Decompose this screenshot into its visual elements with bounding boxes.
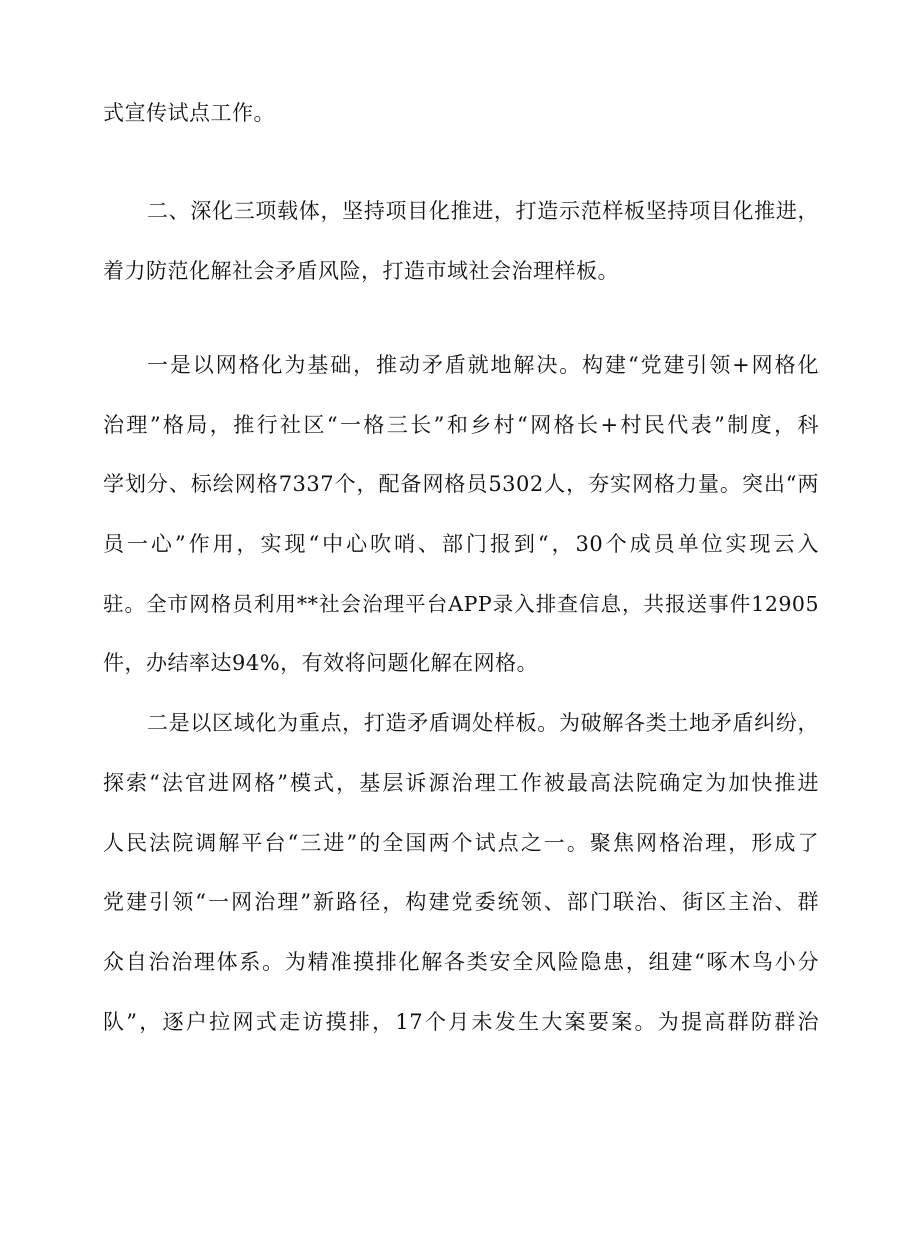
section-heading-line: 着力防范化解社会矛盾风险，打造市域社会治理样板。 [103, 259, 619, 283]
paragraph-line: 学划分、标绘网格7337个，配备网格员5302人，夯实网格力量。突出“两 [103, 472, 819, 496]
paragraph-line: 人民法院调解平台“三进”的全国两个试点之一。聚焦网格治理，形成了 [103, 831, 819, 855]
section-heading-line: 二、深化三项载体，坚持项目化推进，打造示范样板坚持项目化推进， [147, 199, 819, 223]
paragraph-line: 党建引领“一网治理”新路径，构建党委统领、部门联治、街区主治、群 [103, 890, 819, 914]
paragraph-line: 驻。全市网格员利用**社会治理平台APP录入排查信息，共报送事件12905 [103, 592, 819, 616]
paragraph-line: 队”，逐户拉网式走访摸排，17个月未发生大案要案。为提高群防群治 [103, 1010, 819, 1034]
paragraph-line: 件，办结率达94%，有效将问题化解在网格。 [103, 651, 539, 675]
paragraph-line: 治理”格局，推行社区“一格三长”和乡村“网格长+村民代表”制度，科 [103, 413, 819, 437]
paragraph-line: 探索“法官进网格”模式，基层诉源治理工作被最高法院确定为加快推进 [103, 771, 819, 795]
paragraph-line: 一是以网格化为基础，推动矛盾就地解决。构建“党建引领+网格化 [147, 353, 819, 377]
paragraph-line: 二是以区域化为重点，打造矛盾调处样板。为破解各类土地矛盾纠纷， [147, 711, 819, 735]
paragraph-line: 众自治治理体系。为精准摸排化解各类安全风险隐患，组建“啄木鸟小分 [103, 950, 819, 974]
paragraph-line: 员一心”作用，实现“中心吹哨、部门报到“，30个成员单位实现云入 [103, 532, 819, 556]
paragraph-line: 式宣传试点工作。 [103, 101, 275, 125]
